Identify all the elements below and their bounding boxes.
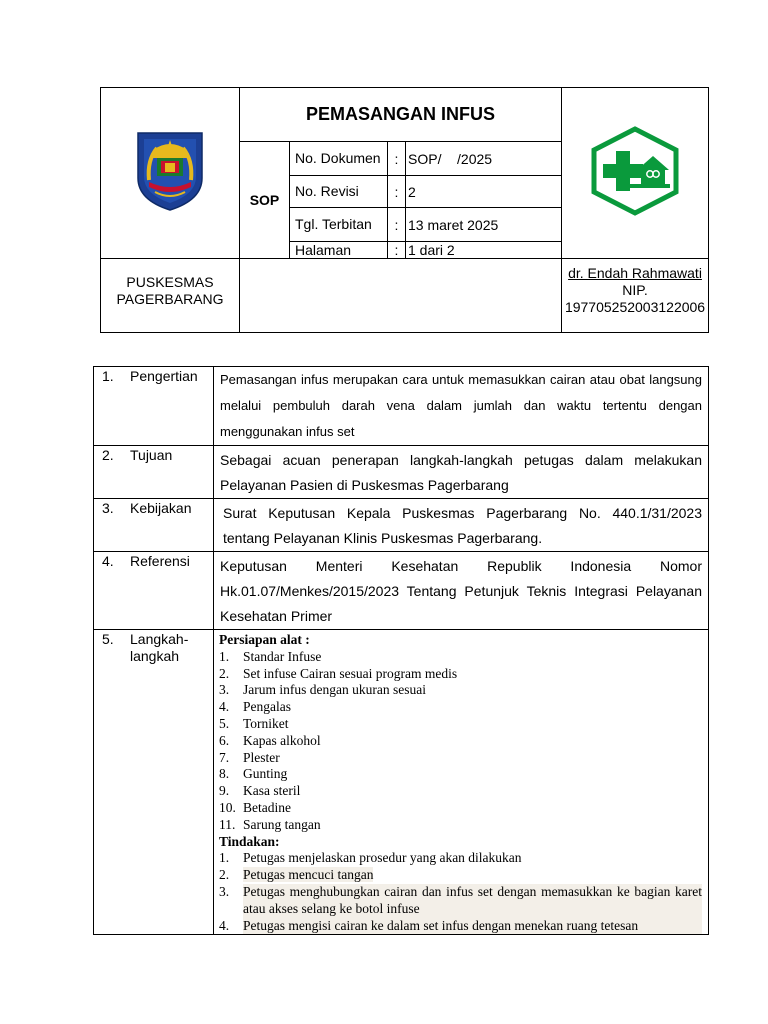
signer-block	[562, 259, 709, 333]
list-item: 8. Gunting	[219, 766, 288, 782]
document-title: PEMASANGAN INFUS	[240, 88, 562, 142]
meta-colon: :	[388, 176, 406, 208]
regency-emblem-logo	[135, 130, 205, 212]
meta-value: SOP/ /2025	[406, 142, 562, 176]
organization-name	[101, 259, 240, 333]
steps-content	[214, 630, 709, 935]
list-item: 5. Torniket	[219, 715, 289, 731]
meta-colon: :	[388, 242, 406, 259]
list-item: 2. Set infuse Cairan sesuai program medis	[219, 665, 458, 681]
list-item: 10. Betadine	[219, 799, 291, 815]
sop-header-table	[100, 87, 709, 333]
meta-value: 2	[406, 176, 562, 208]
meta-label: Tgl. Terbitan	[290, 208, 388, 242]
tindakan-list	[219, 850, 702, 934]
section-row	[94, 552, 709, 630]
section-row	[94, 630, 709, 935]
list-item: 4. Pengalas	[219, 699, 291, 715]
list-item: 2. Petugas mencuci tangan	[219, 867, 374, 883]
list-item: 1. Petugas menjelaskan prosedur yang akan dilakukan	[219, 850, 522, 866]
section-text: Keputusan Menteri Kesehatan Republik Indonesia Nomor Hk.01.07/Menkes/2015/2023 Tentang Petunjuk Teknis Integrasi Pelayanan Kesehatan Primer	[214, 552, 709, 630]
list-item: 6. Kapas alkohol	[219, 732, 321, 748]
section-number: 4.	[102, 553, 114, 569]
list-item: 11. Sarung tangan	[219, 816, 321, 832]
section-text: Surat Keputusan Kepala Puskesmas Pagerbarang No. 440.1/31/2023 tentang Pelayanan Klinis Puskesmas Pagerbarang.	[214, 499, 709, 552]
alat-list	[219, 649, 702, 834]
list-item: 3. Petugas menghubungkan cairan dan infus set dengan memasukkan ke bagian karet atau akses selang ke botol infuse	[219, 883, 702, 916]
section-row	[94, 499, 709, 552]
section-label: Tujuan	[130, 447, 173, 463]
meta-value: 1 dari 2	[406, 242, 562, 259]
meta-value: 13 maret 2025	[406, 208, 562, 242]
list-item: 7. Plester	[219, 749, 280, 765]
section-number: 3.	[102, 500, 114, 516]
tindakan-heading: Tindakan:	[219, 833, 280, 849]
org-line: PUSKESMAS	[126, 273, 214, 290]
meta-label: Halaman	[290, 242, 388, 259]
meta-colon: :	[388, 142, 406, 176]
health-logo-cell	[562, 88, 709, 259]
section-label	[130, 631, 188, 665]
section-label: Pengertian	[130, 368, 198, 384]
signer-name: dr. Endah Rahmawati	[568, 265, 702, 281]
org-line: PAGERBARANG	[116, 290, 224, 307]
list-item: 4. Petugas mengisi cairan ke dalam set infus dengan menekan ruang tetesan	[219, 918, 702, 935]
section-text: Sebagai acuan penerapan langkah-langkah petugas dalam melakukan Pelayanan Pasien di Puskesmas Pagerbarang	[214, 446, 709, 499]
sop-content-table	[93, 366, 709, 935]
section-text: Pemasangan infus merupakan cara untuk memasukkan cairan atau obat langsung melalui pembuluh darah vena dalam jumlah dan waktu tertentu dengan menggunakan infus set	[214, 367, 709, 446]
meta-label: No. Revisi	[290, 176, 388, 208]
section-label: Referensi	[130, 553, 190, 569]
regency-emblem-cell	[101, 88, 240, 259]
section-number: 2.	[102, 447, 114, 463]
section-label-line: Langkah-	[130, 631, 189, 647]
section-label: Kebijakan	[130, 500, 192, 516]
signer-nip: NIP. 197705252003122006	[564, 282, 706, 315]
meta-colon: :	[388, 208, 406, 242]
list-item: 3. Jarum infus dengan ukuran sesuai	[219, 682, 426, 698]
alat-heading: Persiapan alat :	[219, 632, 310, 647]
section-number: 5.	[102, 631, 114, 647]
list-item: 9. Kasa steril	[219, 783, 301, 799]
sop-label: SOP	[240, 142, 290, 259]
puskesmas-logo	[589, 126, 681, 216]
section-row	[94, 367, 709, 446]
section-row	[94, 446, 709, 499]
section-number: 1.	[102, 368, 114, 384]
section-label-line: langkah	[130, 648, 180, 664]
meta-label: No. Dokumen	[290, 142, 388, 176]
empty-cell	[240, 259, 562, 333]
list-item: 1. Standar Infuse	[219, 648, 322, 664]
